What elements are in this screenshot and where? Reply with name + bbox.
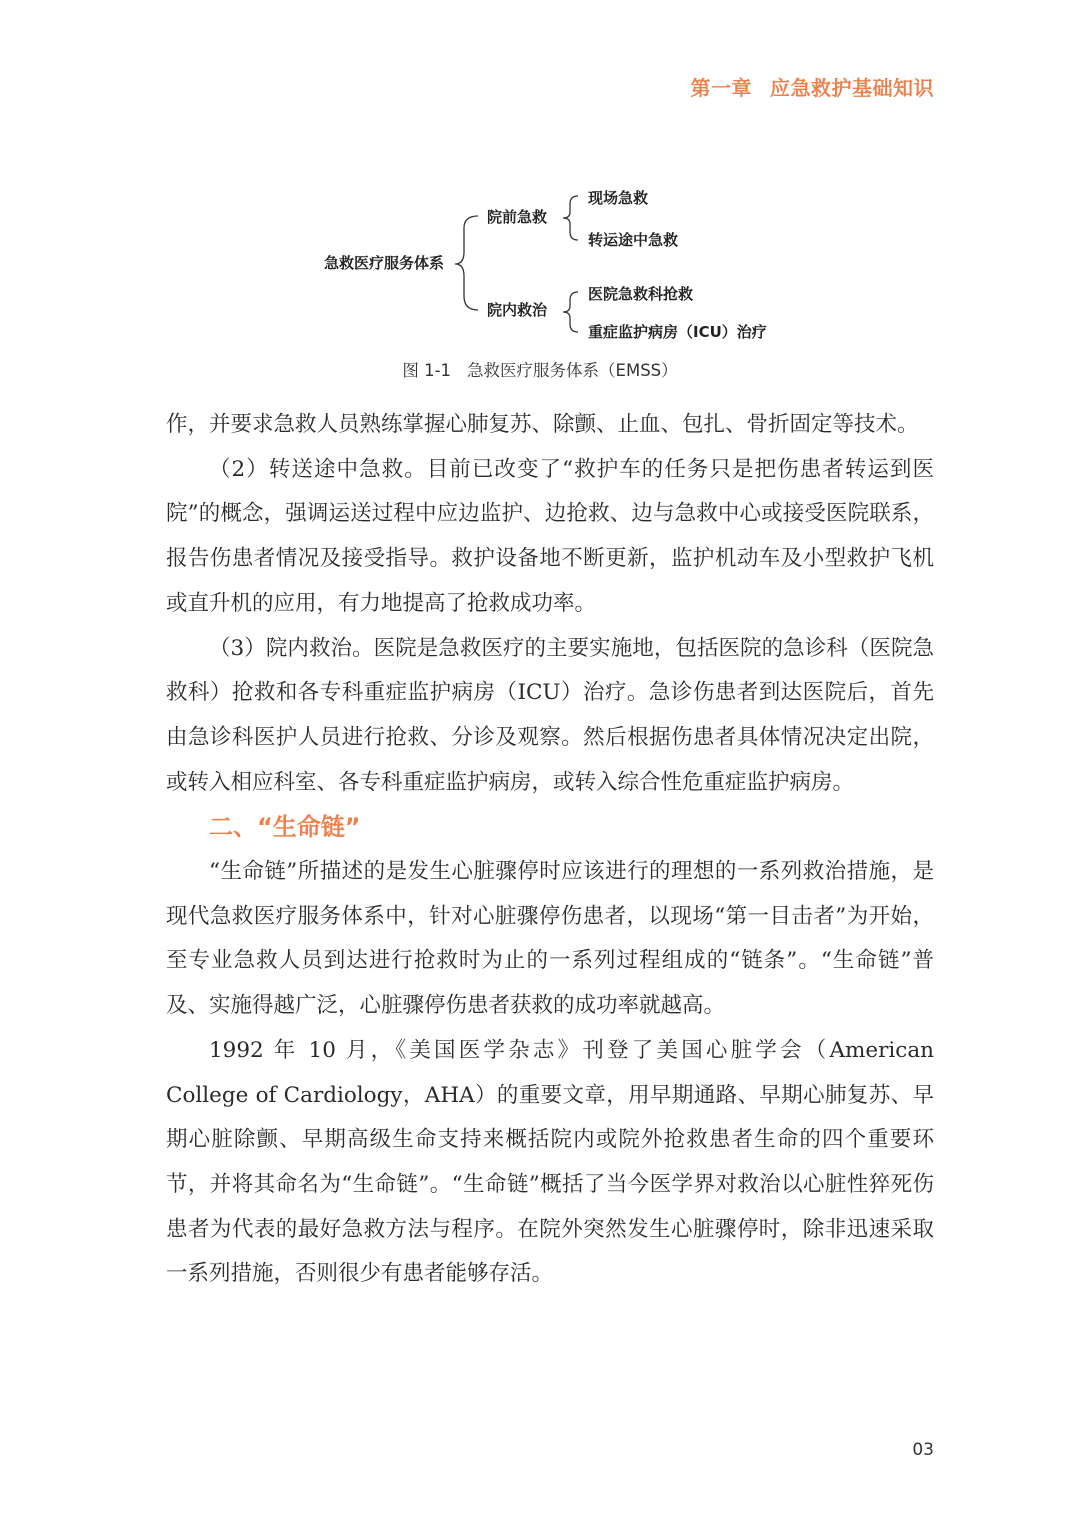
branch2-bracket — [563, 292, 578, 332]
diagram-root: 急救医疗服务体系 — [324, 254, 445, 272]
branch1-bracket — [563, 196, 578, 240]
chapter-title: 应急救护基础知识 — [770, 76, 934, 100]
figure-caption-text: 急救医疗服务体系（EMSS） — [467, 361, 678, 380]
figure-caption-number: 图 1-1 — [402, 361, 452, 380]
diagram-leaf-transport: 转运途中急救 — [588, 231, 679, 249]
body-content — [166, 403, 934, 1297]
paragraph-transport: （2）转送途中急救。目前已改变了“救护车的任务只是把伤患者转运到医院”的概念，强调运送过程中应边监护、边抢救、边与急救中心或接受医院联系，报告伤患者情况及接受指导。救护设备地不断更新，监护机动车及小型救护飞机或直升机的应用，有力地提高了抢救成功率。 — [166, 456, 934, 616]
diagram-leaf-icu: 重症监护病房（ICU）治疗 — [588, 323, 767, 341]
emss-diagram — [0, 180, 1080, 350]
diagram-branch-inhospital: 院内救治 — [487, 301, 548, 319]
diagram-leaf-emergency-dept: 医院急救科抢救 — [588, 285, 694, 303]
root-bracket — [455, 216, 478, 310]
chapter-number: 第一章 — [690, 76, 752, 100]
paragraph-history: 1992 年 10 月，《美国医学杂志》刊登了美国心脏学会（American College of Cardiology，AHA）的重要文章，用早期通路、早期心肺复苏、早期心脏除颤、早期高级生命支持来概括院内或院外抢救患者生命的四个重要环节，并将其命名为“生命链”。“生命链”概括了当今医学界对救治以心脏性猝死伤患者为代表的最好急救方法与程序。在院外突然发生心脏骤停时，除非迅速采取一系列措施，否则很少有患者能够存活。 — [166, 1037, 934, 1287]
paragraph-continuation: 作，并要求急救人员熟练掌握心肺复苏、除颤、止血、包扎、骨折固定等技术。 — [166, 412, 919, 437]
chapter-header — [691, 72, 935, 101]
figure-caption — [0, 357, 1080, 381]
diagram-branch-prehospital: 院前急救 — [487, 208, 548, 226]
paragraph-inhospital: （3）院内救治。医院是急救医疗的主要实施地，包括医院的急诊科（医院急救科）抢救和各专科重症监护病房（ICU）治疗。急诊伤患者到达医院后，首先由急诊科医护人员进行抢救、分诊及观察。然后根据伤患者具体情况决定出院，或转入相应科室、各专科重症监护病房，或转入综合性危重症监护病房。 — [166, 635, 934, 795]
paragraph-chain-of-survival: “生命链”所描述的是发生心脏骤停时应该进行的理想的一系列救治措施，是现代急救医疗服务体系中，针对心脏骤停伤患者，以现场“第一目击者”为开始，至专业急救人员到达进行抢救时为止的一系列过程组成的“链条”。“生命链”普及、实施得越广泛，心脏骤停伤患者获救的成功率就越高。 — [166, 859, 934, 1019]
page-number: 03 — [912, 1440, 934, 1460]
section-heading: 二、“生命链” — [209, 813, 361, 842]
diagram-leaf-onsite: 现场急救 — [588, 189, 649, 207]
bracket-lines — [0, 180, 1080, 350]
